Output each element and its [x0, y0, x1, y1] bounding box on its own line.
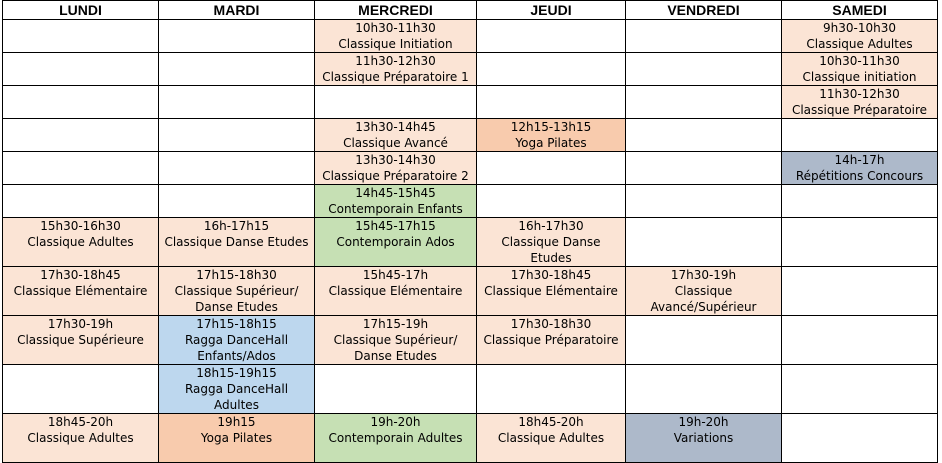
class-name: Classique Danse — [501, 235, 601, 249]
class-time: 17h30-19h — [670, 268, 737, 282]
class-slot-lundi — [3, 218, 159, 267]
empty-slot — [3, 119, 159, 152]
class-name: Répétitions Concours — [795, 169, 924, 183]
class-slot-lundi — [3, 267, 159, 316]
schedule-row — [3, 119, 938, 152]
class-name: Classique — [674, 284, 733, 298]
class-time: 13h30-14h45 — [355, 120, 436, 134]
class-name: Classique Supérieur/ — [174, 284, 299, 298]
empty-slot — [782, 316, 938, 365]
header-row — [3, 1, 938, 20]
empty-slot — [159, 152, 315, 185]
empty-slot — [315, 86, 477, 119]
empty-slot — [477, 365, 626, 414]
class-time: 13h30-14h30 — [355, 153, 436, 167]
class-slot-vendredi — [626, 414, 782, 463]
day-header-mardi: MARDI — [159, 1, 315, 20]
class-time: 17h15-19h — [362, 317, 429, 331]
schedule-row — [3, 185, 938, 218]
class-time: 18h45-20h — [47, 415, 114, 429]
empty-slot — [477, 152, 626, 185]
schedule-row — [3, 86, 938, 119]
class-time: 15h45-17h — [362, 268, 429, 282]
empty-slot — [626, 316, 782, 365]
class-name: Classique Supérieure — [17, 333, 144, 347]
class-time: 17h30-18h45 — [510, 268, 592, 282]
schedule-row — [3, 20, 938, 53]
class-name: Yoga Pilates — [515, 136, 587, 150]
class-time: 16h-17h15 — [203, 219, 270, 233]
class-time: 18h45-20h — [518, 415, 584, 429]
class-name: Ragga DanceHall — [184, 382, 289, 396]
class-slot-lundi — [3, 316, 159, 365]
class-time: 19h-20h — [370, 415, 421, 429]
class-time: 18h15-19h15 — [196, 366, 277, 380]
empty-slot — [477, 185, 626, 218]
class-name: Yoga Pilates — [200, 431, 273, 445]
empty-slot — [477, 86, 626, 119]
class-name: Classique Préparatoire 2 — [322, 169, 469, 183]
class-name: Classique Préparatoire — [483, 333, 619, 347]
class-time: 15h30-16h30 — [40, 219, 121, 233]
class-slot-mercredi — [315, 414, 477, 463]
class-name: Avancé/Supérieur — [650, 300, 757, 314]
schedule-row — [3, 316, 938, 365]
day-header-mercredi: MERCREDI — [315, 1, 477, 20]
schedule-row — [3, 267, 938, 316]
class-time: 14h45-15h45 — [355, 186, 436, 200]
day-header-lundi: LUNDI — [3, 1, 159, 20]
empty-slot — [626, 185, 782, 218]
class-time: 19h-20h — [678, 415, 729, 429]
schedule-row — [3, 365, 938, 414]
class-name: Adultes — [214, 398, 259, 412]
schedule-row — [3, 53, 938, 86]
schedule-row — [3, 414, 938, 463]
empty-slot — [626, 152, 782, 185]
empty-slot — [626, 365, 782, 414]
class-slot-samedi — [782, 53, 938, 86]
empty-slot — [782, 185, 938, 218]
class-name: Classique initiation — [802, 70, 917, 84]
empty-slot — [3, 86, 159, 119]
class-slot-mardi — [159, 218, 315, 267]
class-slot-samedi — [782, 86, 938, 119]
class-slot-jeudi — [477, 267, 626, 316]
empty-slot — [626, 218, 782, 267]
class-slot-jeudi — [477, 119, 626, 152]
empty-slot — [3, 365, 159, 414]
day-header-jeudi: JEUDI — [477, 1, 626, 20]
empty-slot — [3, 152, 159, 185]
class-slot-samedi — [782, 152, 938, 185]
empty-slot — [782, 218, 938, 267]
class-time: 12h15-13h15 — [510, 120, 592, 134]
empty-slot — [782, 119, 938, 152]
class-name: Classique Danse Etudes — [164, 235, 309, 249]
class-slot-mercredi — [315, 20, 477, 53]
class-slot-mardi — [159, 316, 315, 365]
class-name: Etudes — [530, 251, 572, 265]
empty-slot — [626, 53, 782, 86]
class-slot-mercredi — [315, 316, 477, 365]
class-slot-mercredi — [315, 267, 477, 316]
empty-slot — [159, 119, 315, 152]
class-name: Danse Etudes — [195, 300, 278, 314]
class-name: Contemporain Ados — [336, 235, 455, 249]
schedule-table — [2, 0, 938, 463]
class-name: Classique Adultes — [27, 431, 134, 445]
class-time: 14h-17h — [834, 153, 885, 167]
class-name: Enfants/Ados — [197, 349, 276, 363]
class-time: 17h15-18h30 — [196, 268, 277, 282]
class-name: Classique Adultes — [27, 235, 134, 249]
schedule-row — [3, 152, 938, 185]
class-slot-mardi — [159, 365, 315, 414]
empty-slot — [626, 119, 782, 152]
class-name: Classique Elémentaire — [328, 284, 463, 298]
empty-slot — [626, 86, 782, 119]
class-name: Variations — [673, 431, 734, 445]
class-slot-mardi — [159, 414, 315, 463]
class-name: Classique Préparatoire 1 — [322, 70, 469, 84]
class-time: 11h30-12h30 — [819, 87, 900, 101]
empty-slot — [159, 185, 315, 218]
class-name: Classique Elémentaire — [13, 284, 148, 298]
class-time: 16h-17h30 — [518, 219, 584, 233]
class-slot-lundi — [3, 414, 159, 463]
schedule-body — [3, 20, 938, 463]
class-name: Contemporain Enfants — [328, 202, 463, 216]
class-slot-jeudi — [477, 316, 626, 365]
empty-slot — [477, 20, 626, 53]
class-name: Classique Adultes — [806, 37, 913, 51]
empty-slot — [782, 267, 938, 316]
class-slot-mercredi — [315, 185, 477, 218]
class-slot-samedi — [782, 20, 938, 53]
empty-slot — [159, 20, 315, 53]
class-time: 10h30-11h30 — [355, 21, 436, 35]
class-time: 17h30-18h30 — [510, 317, 592, 331]
day-header-samedi: SAMEDI — [782, 1, 938, 20]
empty-slot — [626, 20, 782, 53]
empty-slot — [3, 20, 159, 53]
schedule-row — [3, 218, 938, 267]
class-name: Classique Avancé — [343, 136, 448, 150]
class-time: 15h45-17h15 — [355, 219, 436, 233]
class-time: 17h15-18h15 — [196, 317, 277, 331]
class-time: 9h30-10h30 — [823, 21, 896, 35]
empty-slot — [3, 185, 159, 218]
class-name: Classique Initiation — [338, 37, 453, 51]
class-name: Ragga DanceHall — [184, 333, 289, 347]
class-name: Classique Supérieur/ — [333, 333, 458, 347]
class-slot-mercredi — [315, 218, 477, 267]
empty-slot — [477, 53, 626, 86]
class-name: Classique Préparatoire — [791, 103, 928, 117]
class-slot-mardi — [159, 267, 315, 316]
class-slot-jeudi — [477, 218, 626, 267]
class-slot-mercredi — [315, 119, 477, 152]
class-name: Classique Elémentaire — [484, 284, 618, 298]
class-time: 17h30-19h — [47, 317, 114, 331]
class-slot-vendredi — [626, 267, 782, 316]
class-slot-mercredi — [315, 53, 477, 86]
class-time: 19h15 — [217, 415, 256, 429]
day-header-vendredi: VENDREDI — [626, 1, 782, 20]
class-name: Classique Adultes — [497, 431, 605, 445]
empty-slot — [159, 86, 315, 119]
class-time: 17h30-18h45 — [40, 268, 121, 282]
empty-slot — [3, 53, 159, 86]
empty-slot — [782, 414, 938, 463]
class-time: 11h30-12h30 — [355, 54, 436, 68]
empty-slot — [315, 365, 477, 414]
class-slot-mercredi — [315, 152, 477, 185]
class-time: 10h30-11h30 — [819, 54, 900, 68]
class-slot-jeudi — [477, 414, 626, 463]
class-name: Contemporain Adultes — [328, 431, 463, 445]
schedule-header — [3, 1, 938, 20]
class-name: Danse Etudes — [354, 349, 437, 363]
empty-slot — [159, 53, 315, 86]
empty-slot — [782, 365, 938, 414]
